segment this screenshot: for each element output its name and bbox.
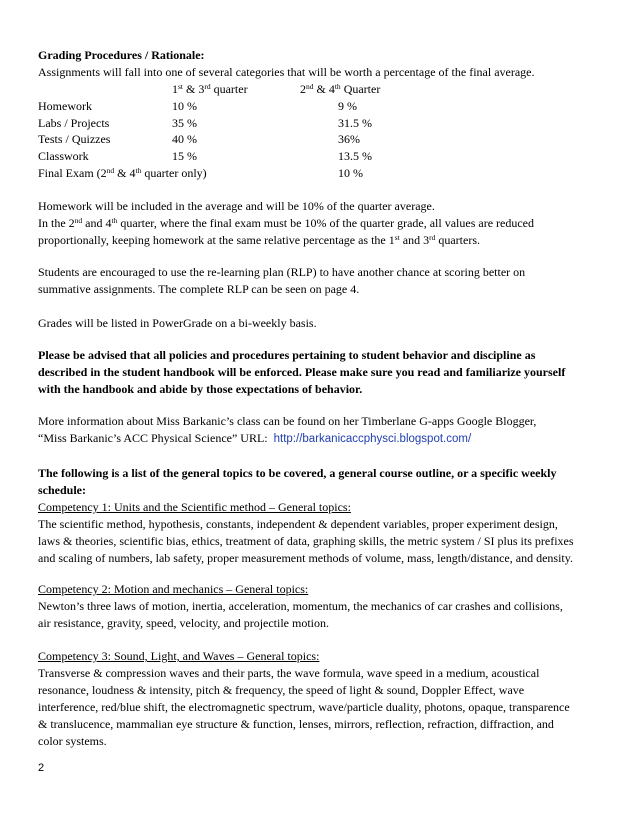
more-info-paragraph	[38, 413, 608, 448]
competency-line: The scientific method, hypothesis, constants, independent & dependent variables, proper experiment design,	[38, 516, 558, 531]
competency-line: interference, red/blue shift, the electromagnetic spectrum, wave/particle duality, photons, opaque, transparence	[38, 699, 570, 714]
competency-line: resonance, loudness & intensity, pitch & frequency, the speed of light & sound, Doppler Effect, wave	[38, 682, 525, 697]
competency-line: air resistance, gravity, speed, velocity, and projectile motion.	[38, 615, 330, 630]
policy-paragraph	[38, 347, 608, 398]
grading-table-header	[38, 81, 608, 98]
homework-note	[38, 198, 608, 249]
header-quarters-1-3: 1st & 3rd quarter	[172, 81, 248, 96]
policy-line: described in the student handbook will be enforced. Please make sure you read and familiarize yourself	[38, 364, 566, 379]
rlp-paragraph	[38, 264, 608, 298]
grading-row-final-exam	[38, 165, 608, 182]
competency-line: & translucence, mammalian eye structure & function, lenses, mirrors, reflection, refraction, diffraction, and	[38, 716, 554, 731]
topics-intro-line: schedule:	[38, 482, 86, 497]
competency-3	[38, 648, 608, 749]
rlp-line: Students are encouraged to use the re-learning plan (RLP) to have another chance at scoring better on	[38, 265, 526, 279]
homework-note-line: In the 2nd and 4th quarter, where the final exam must be 10% of the quarter grade, all values are reduced	[38, 215, 534, 230]
grading-category: Labs / Projects	[38, 115, 110, 130]
grading-row	[38, 148, 608, 165]
grading-q13-value: 15 %	[172, 149, 197, 164]
grades-listed-paragraph	[38, 315, 608, 332]
blog-url-link[interactable]: http://barkanicaccphysci.blogspot.com/	[273, 432, 472, 445]
grading-category: Tests / Quizzes	[38, 132, 111, 147]
competency-line: and scaling of numbers, lab safety, proper measurement methods of volume, mass, length/distance, and density.	[38, 550, 573, 565]
grading-intro: Assignments will fall into one of several categories that will be worth a percentage of the final average.	[38, 64, 535, 79]
homework-note-line: Homework will be included in the average and will be 10% of the quarter average.	[38, 199, 435, 213]
topics-intro-line: The following is a list of the general topics to be covered, a general course outline, or a specific weekly	[38, 466, 557, 480]
competency-title: Competency 1: Units and the Scientific method – General topics:	[38, 500, 351, 514]
competency-line: Newton’s three laws of motion, inertia, acceleration, momentum, the mechanics of car crashes and collisions,	[38, 598, 563, 613]
grading-row	[38, 115, 608, 132]
competency-line: color systems.	[38, 733, 107, 748]
grading-category: Classwork	[38, 149, 89, 164]
grading-q24-value: 31.5 %	[338, 115, 372, 130]
grading-q24-value: 36%	[338, 132, 360, 147]
rlp-line: summative assignments. The complete RLP can be seen on page 4.	[38, 281, 360, 296]
grades-listed-line: Grades will be listed in PowerGrade on a bi-weekly basis.	[38, 316, 317, 330]
final-exam-label: Final Exam (2nd & 4th quarter only)	[38, 166, 207, 181]
homework-note-line: proportionally, keeping homework at the same relative percentage as the 1st and 3rd quarters.	[38, 232, 481, 247]
competency-title: Competency 2: Motion and mechanics – General topics:	[38, 582, 309, 596]
topics-intro	[38, 465, 608, 499]
grading-q13-value: 10 %	[172, 98, 197, 113]
competency-2	[38, 581, 608, 632]
header-quarters-2-4: 2nd & 4th Quarter	[300, 81, 381, 96]
policy-line: with the handbook and abide by those expectations of behavior.	[38, 381, 363, 396]
policy-line: Please be advised that all policies and procedures pertaining to student behavior and discipline as	[38, 348, 536, 362]
grading-heading: Grading Procedures / Rationale:	[38, 48, 205, 62]
more-info-line: More information about Miss Barkanic’s class can be found on her Timberlane G-apps Google Blogger,	[38, 414, 537, 428]
grading-row	[38, 131, 608, 148]
more-info-line: “Miss Barkanic’s ACC Physical Science” URL: http://barkanicaccphysci.blogspot.com/	[38, 430, 472, 445]
competency-1	[38, 499, 608, 567]
final-exam-q24-value: 10 %	[338, 166, 363, 181]
competency-title: Competency 3: Sound, Light, and Waves – General topics:	[38, 649, 320, 663]
grading-q13-value: 40 %	[172, 132, 197, 147]
grading-category: Homework	[38, 98, 92, 113]
competency-line: Transverse & compression waves and their parts, the wave formula, wave speed in a medium, acoustical	[38, 665, 540, 680]
grading-q24-value: 9 %	[338, 98, 357, 113]
grading-q24-value: 13.5 %	[338, 149, 372, 164]
page-number: 2	[38, 762, 45, 774]
grading-q13-value: 35 %	[172, 115, 197, 130]
grading-row	[38, 98, 608, 115]
competency-line: laws & theories, scientific bias, ethics, treatment of data, graphing skills, the metric system / SI plus its prefixes	[38, 533, 574, 548]
grading-section	[38, 47, 608, 182]
